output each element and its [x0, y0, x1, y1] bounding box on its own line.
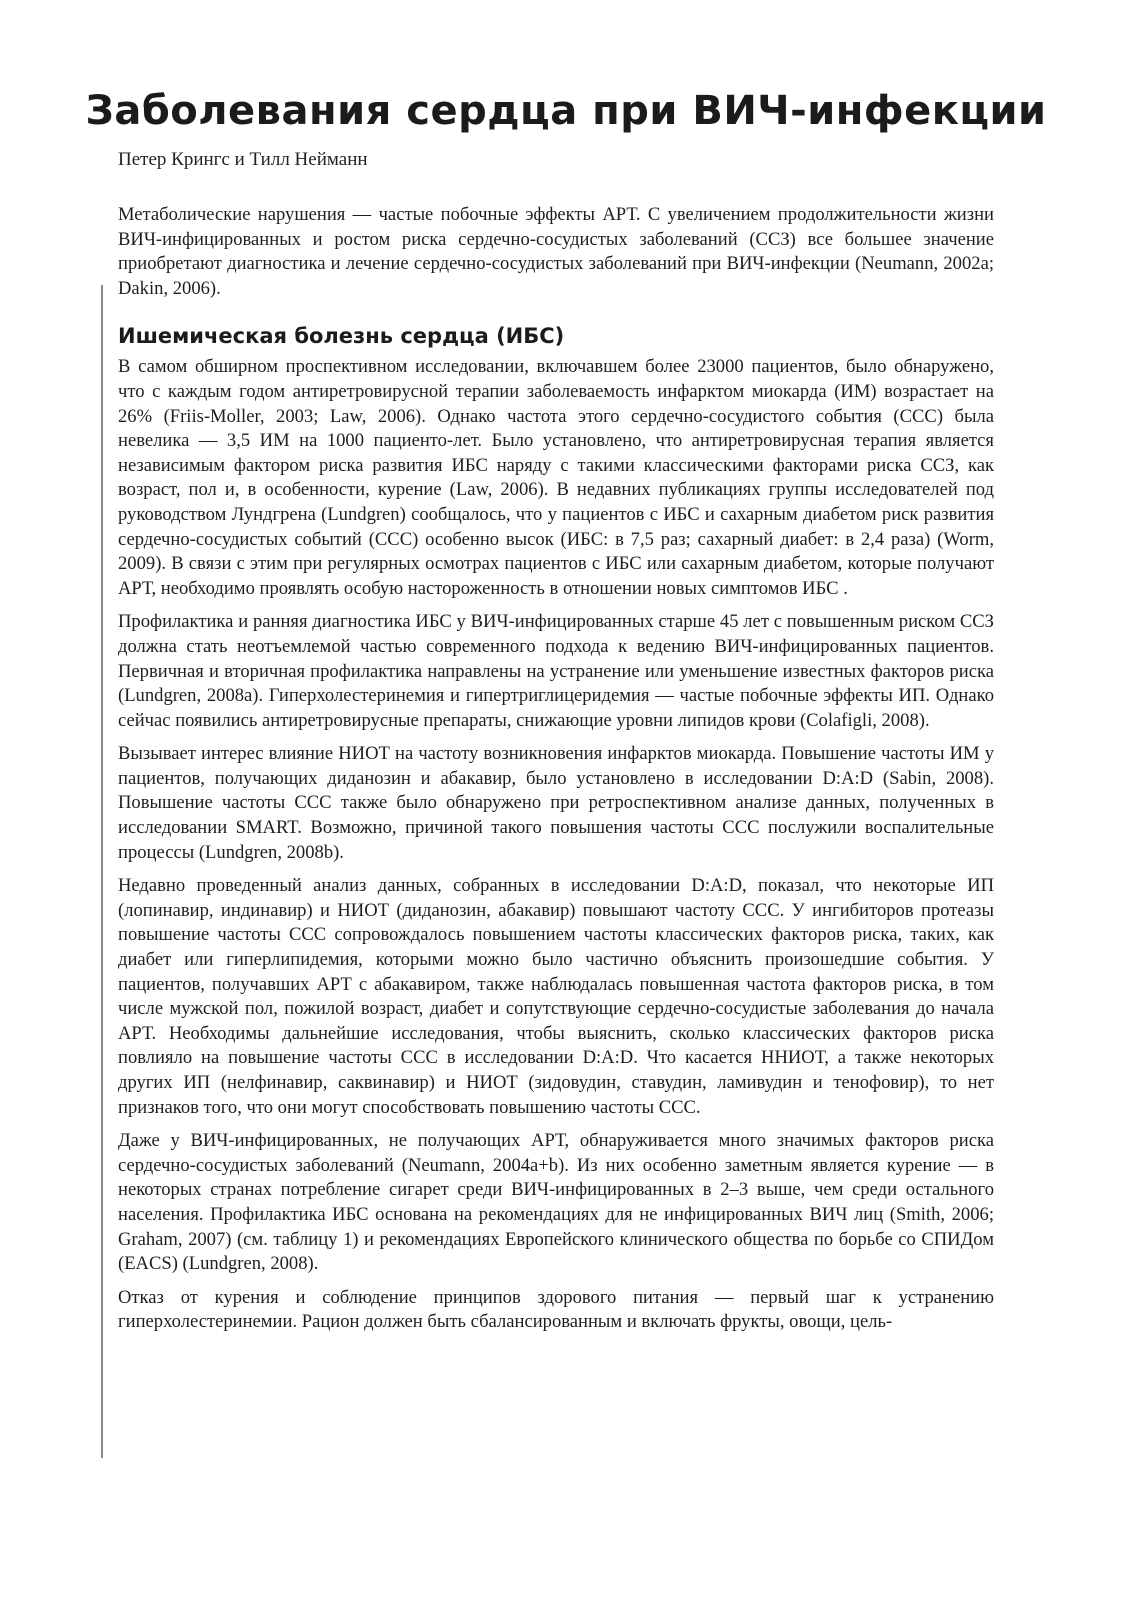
- body-paragraph: Отказ от курения и соблюдение принципов здорового питания — первый шаг к устранению гиперхолестеринемии. Рацион должен быть сбалансированным и включать фрукты, овощи, цель-: [118, 1286, 994, 1333]
- body-paragraph: Даже у ВИЧ-инфицированных, не получающих АРТ, обнаруживается много значимых факторов риска сердечно-сосудистых заболеваний (Neumann, 2004a+b). Из них особенно заметным является курение — в некоторых странах потребление сигарет среди ВИЧ-инфицированных в 2–3 выше, чем среди остального населения. Профилактика ИБС основана на рекомендациях для не инфицированных ВИЧ лиц (Smith, 2006; Graham, 2007) (см. таблицу 1) и рекомендациях Европейского клинического общества по борьбе со СПИДом (EACS) (Lundgren, 2008).: [118, 1130, 994, 1275]
- margin-rule: [101, 285, 103, 1458]
- body-paragraph: Профилактика и ранняя диагностика ИБС у ВИЧ-инфицированных старше 45 лет с повышенным риском ССЗ должна стать неотъемлемой частью современного подхода к ведению ВИЧ-инфицированных пациентов. Первичная и вторичная профилактика направлены на устранение или уменьшение известных факторов риска (Lundgren, 2008a). Гиперхолестеринемия и гипертриглицеридемия — частые побочные эффекты ИП. Однако сейчас появились антиретровирусные препараты, снижающие уровни липидов крови (Colafigli, 2008).: [118, 611, 994, 731]
- chapter-title: Заболевания сердца при ВИЧ-инфекции: [85, 88, 1047, 134]
- section-heading: Ишемическая болезнь сердца (ИБС): [118, 324, 565, 349]
- body-paragraph: В самом обширном проспективном исследовании, включавшем более 23000 пациентов, было обнаружено, что с каждым годом антиретровирусной терапии заболеваемость инфарктом миокарда (ИМ) возрастает на 26% (Friis-Moller, 2003; Law, 2006). Однако частота этого сердечно-сосудистого события (ССС) была невелика — 3,5 ИМ на 1000 пациенто-лет. Было установлено, что антиретровирусная терапия является независимым фактором риска развития ИБС наряду с такими классическими факторами риска ССЗ, как возраст, пол и, в особенности, курение (Law, 2006). В недавних публикациях группы исследователей под руководством Лундгрена (Lundgren) сообщалось, что у пациентов с ИБС и сахарным диабетом риск развития сердечно-сосудистых событий (ССС) особенно высок (ИБС: в 7,5 раз; сахарный диабет: в 2,4 раза) (Worm, 2009). В связи с этим при регулярных осмотрах пациентов с ИБС или сахарным диабетом, которые получают АРТ, необходимо проявлять особую настороженность в отношении новых симптомов ИБС .: [118, 356, 994, 599]
- body-paragraph: Вызывает интерес влияние НИОТ на частоту возникновения инфарктов миокарда. Повышение частоты ИМ у пациентов, получающих диданозин и абакавир, было установлено в исследовании D:A:D (Sabin, 2008). Повышение частоты ССС также было обнаружено при ретроспективном анализе данных, полученных в исследовании SMART. Возможно, причиной такого повышения частоты ССС послужили воспалительные процессы (Lundgren, 2008b).: [118, 743, 994, 863]
- body-text: [118, 203, 994, 1344]
- authors-line: Петер Крингс и Тилл Нейманн: [118, 149, 368, 170]
- intro-paragraph: Метаболические нарушения — частые побочные эффекты АРТ. С увеличением продолжительности жизни ВИЧ-инфицированных и ростом риска сердечно-сосудистых заболеваний (ССЗ) все большее значение приобретают диагностика и лечение сердечно-сосудистых заболеваний при ВИЧ-инфекции (Neumann, 2002a; Dakin, 2006).: [118, 204, 994, 299]
- body-paragraph: Недавно проведенный анализ данных, собранных в исследовании D:A:D, показал, что некоторые ИП (лопинавир, индинавир) и НИОТ (диданозин, абакавир) повышают частоту ССС. У ингибиторов протеазы повышение частоты ССС сопровождалось повышением частоты классических факторов риска, таких, как диабет или гиперлипидемия, которыми можно было частично объяснить произошедшие события. У пациентов, получавших АРТ с абакавиром, также наблюдалась повышенная частота факторов риска, в том числе мужской пол, пожилой возраст, диабет и сопутствующие сердечно-сосудистые заболевания до начала АРТ. Необходимы дальнейшие исследования, чтобы выяснить, сколько классических факторов риска повлияло на повышение частоты ССС в исследовании D:A:D. Что касается ННИОТ, а также некоторых других ИП (нелфинавир, саквинавир) и НИОТ (зидовудин, ставудин, ламивудин и тенофовир), то нет признаков того, что они могут способствовать повышению частоты ССС.: [118, 875, 994, 1118]
